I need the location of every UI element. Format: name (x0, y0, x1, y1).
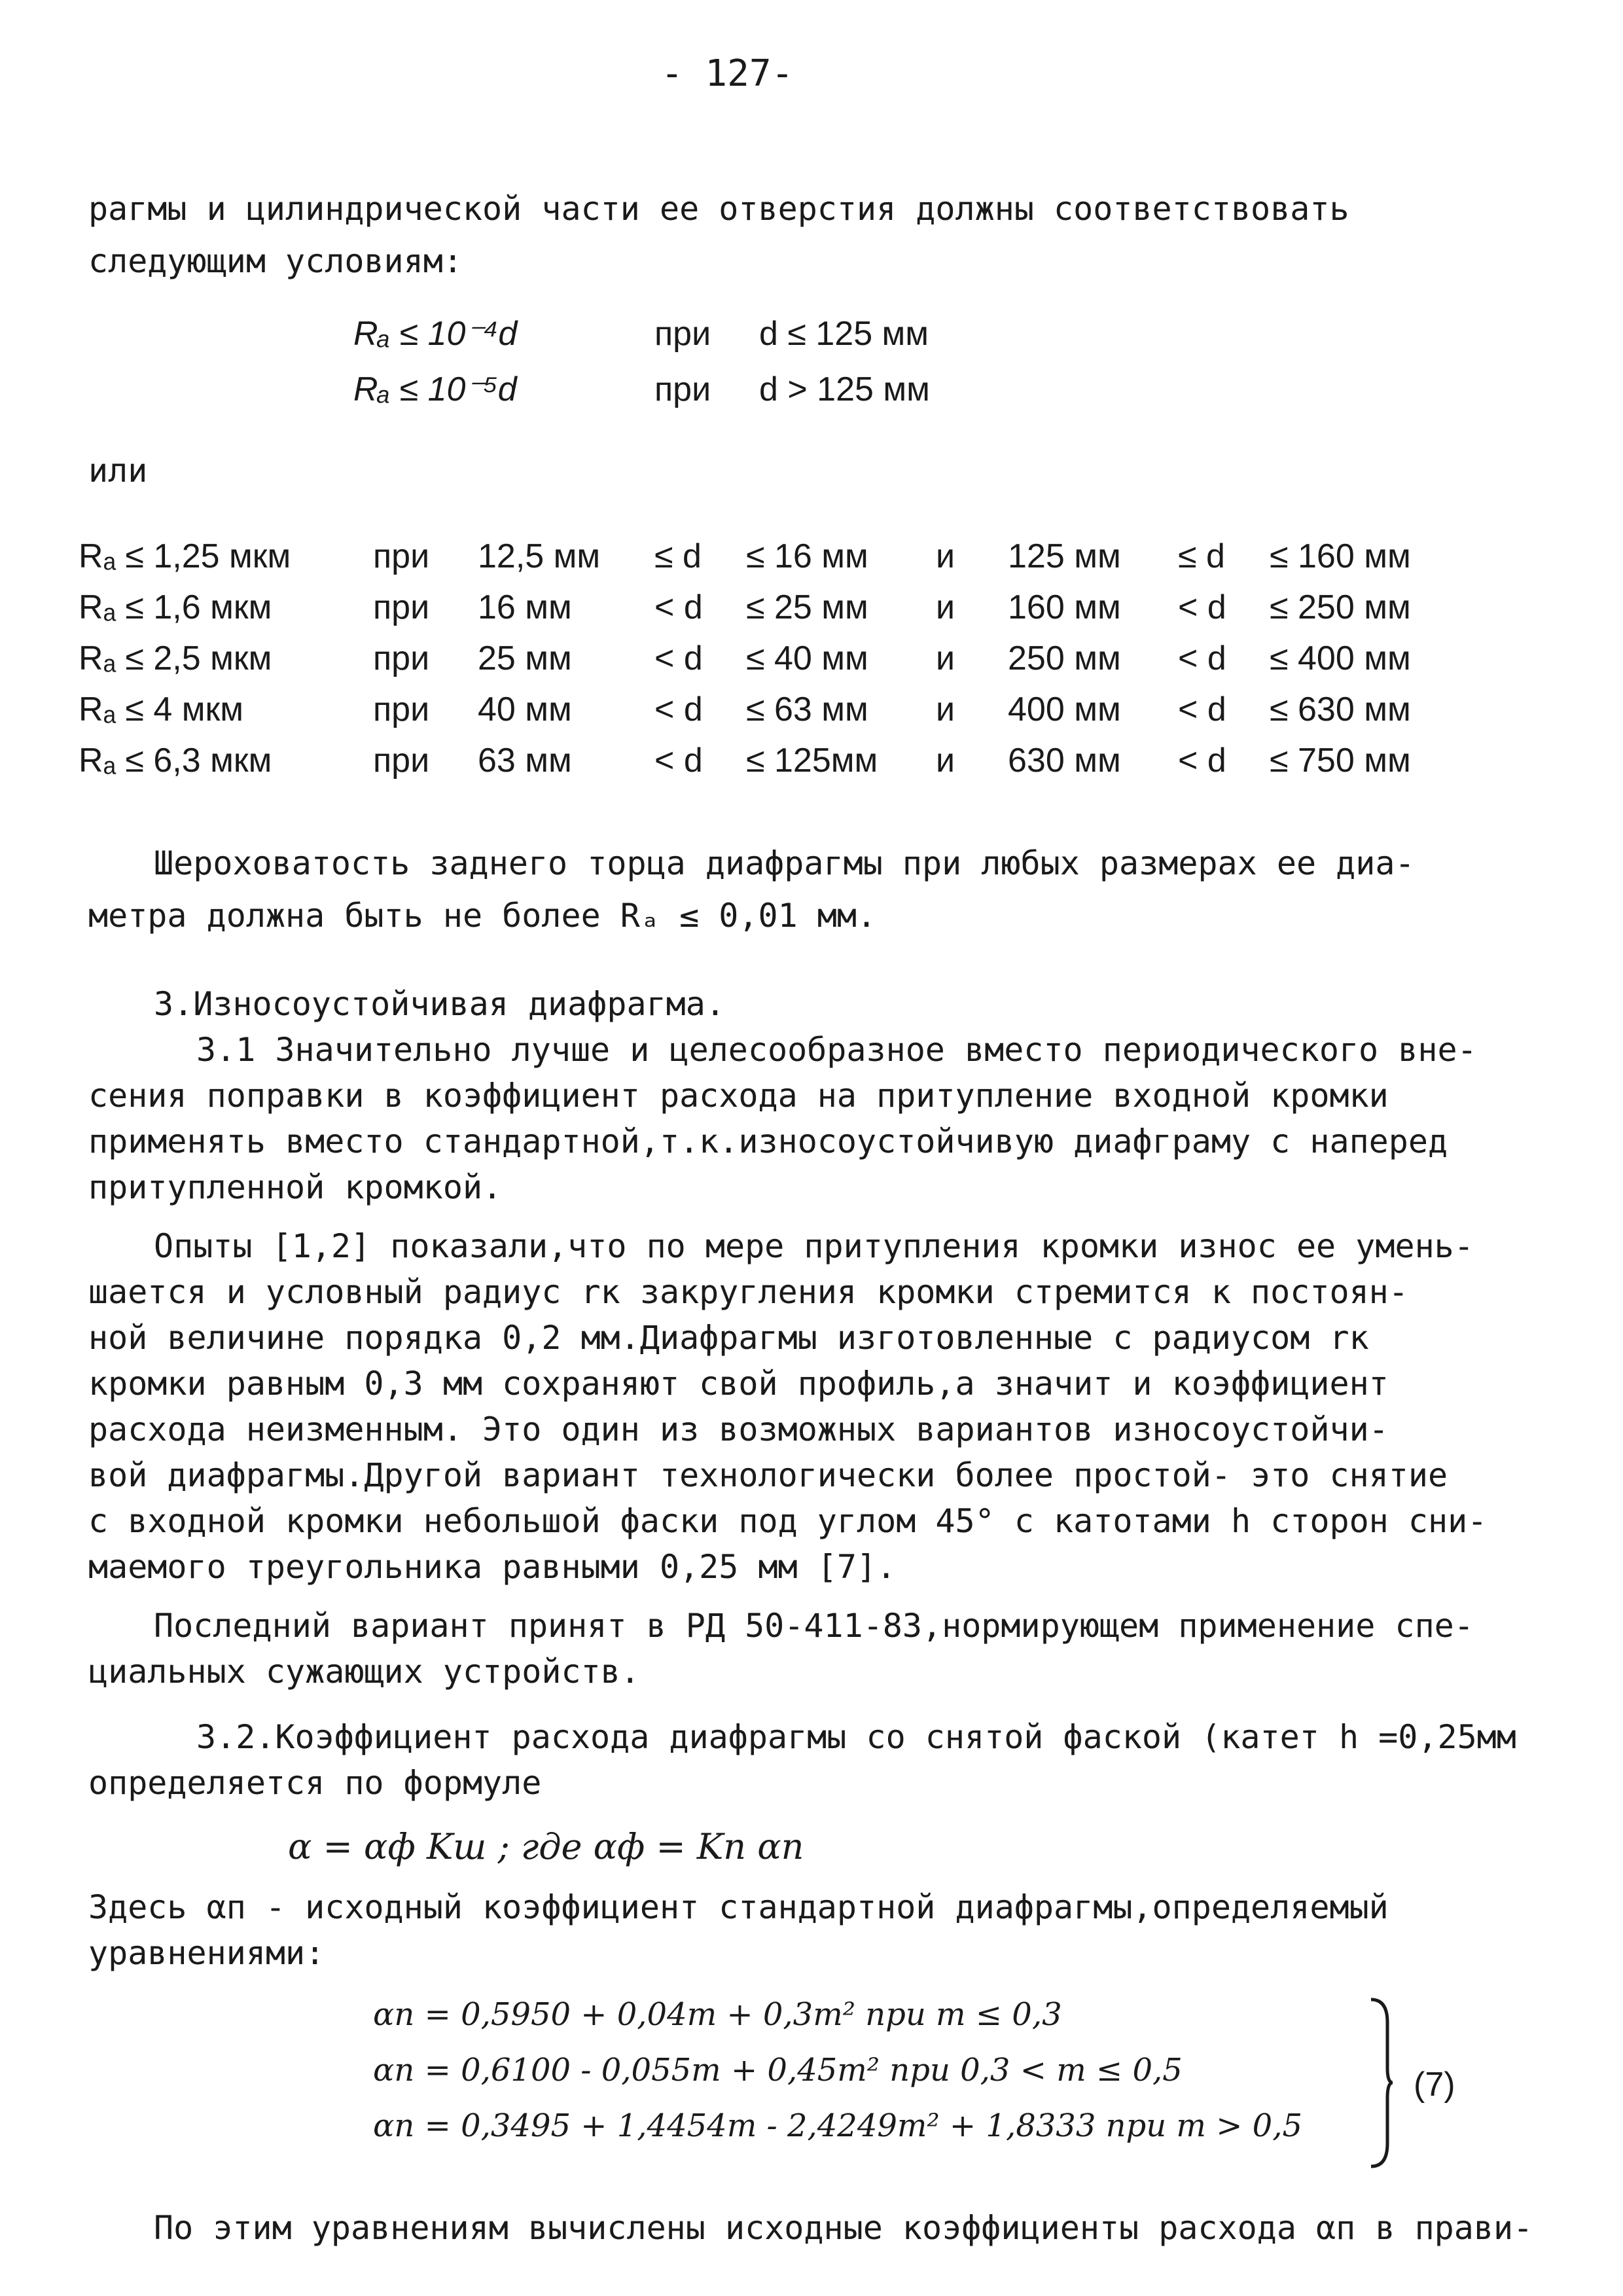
ra-value: Rₐ ≤ 1,6 мкм (79, 588, 272, 626)
d-lower-1: 40 мм (478, 691, 572, 728)
pri-label: при (373, 588, 430, 626)
experiments-line-8: маемого треугольника равными 0,25 мм [7]. (88, 1548, 897, 1586)
roughness-line-2: метра должна быть не более Rₐ ≤ 0,01 мм. (88, 897, 877, 935)
pri-label: при (373, 537, 430, 575)
p31-line-4: притупленной кромкой. (88, 1168, 503, 1206)
experiments-line-1: Опыты [1,2] показали,что по мере притупления кромки износ ее умень- (154, 1227, 1474, 1265)
op-2: < d (1178, 639, 1226, 677)
d-lower-2: 630 мм (1008, 742, 1121, 780)
p32-line-1: 3.2.Коэффициент расхода диафрагмы со снятой фаской (катет h =0,25мм (196, 1718, 1516, 1756)
and-label: и (936, 742, 955, 780)
d-lower-1: 63 мм (478, 742, 572, 780)
experiments-line-6: вой диафрагмы.Другой вариант технологически более простой- это снятие (88, 1456, 1448, 1494)
equation-number: (7) (1414, 2066, 1455, 2104)
condition-rhs-1: d ≤ 125 мм (759, 315, 929, 353)
op-2: < d (1178, 588, 1226, 626)
and-label: и (936, 639, 955, 677)
pri-label: при (373, 639, 430, 677)
d-upper-2: ≤ 250 мм (1270, 588, 1411, 626)
experiments-line-3: ной величине порядка 0,2 мм.Диафрагмы изготовленные с радиусом rк (88, 1319, 1369, 1357)
op-1: < d (654, 742, 703, 780)
ili-label: или (88, 452, 148, 490)
d-upper-1: ≤ 25 мм (746, 588, 868, 626)
ra-value: Rₐ ≤ 6,3 мкм (79, 742, 272, 780)
pri-label: при (373, 742, 430, 780)
op-2: < d (1178, 691, 1226, 728)
table-row (79, 639, 1584, 689)
d-upper-2: ≤ 400 мм (1270, 639, 1411, 677)
op-1: < d (654, 691, 703, 728)
condition-when-2: при (654, 370, 711, 408)
here-line-1: Здесь αп - исходный коэффициент стандартной диафрагмы,определяемый (88, 1888, 1389, 1926)
condition-lhs-2: Rₐ ≤ 10⁻⁵d (353, 370, 517, 408)
equation-2: αп = 0,6100 - 0,055m + 0,45m² при 0,3 < m ≤ 0,5 (373, 2052, 1183, 2089)
d-upper-1: ≤ 16 мм (746, 537, 868, 575)
op-2: < d (1178, 742, 1226, 780)
intro-line-1: рагмы и цилиндрической части ее отверстия должны соответствовать (88, 190, 1349, 228)
op-1: < d (654, 639, 703, 677)
op-1: ≤ d (654, 537, 702, 575)
and-label: и (936, 588, 955, 626)
d-lower-1: 25 мм (478, 639, 572, 677)
op-2: ≤ d (1178, 537, 1225, 575)
table-row (79, 741, 1584, 791)
d-upper-1: ≤ 125мм (746, 742, 878, 780)
d-upper-2: ≤ 160 мм (1270, 537, 1411, 575)
and-label: и (936, 537, 955, 575)
d-upper-2: ≤ 630 мм (1270, 691, 1411, 728)
final-line: По этим уравнениям вычислены исходные коэффициенты расхода αп в прави- (154, 2209, 1533, 2247)
experiments-line-4: кромки равным 0,3 мм сохраняют свой профиль,а значит и коэффициент (88, 1365, 1389, 1403)
last-variant-line-1: Последний вариант принят в РД 50-411-83,нормирующем применение спе- (154, 1607, 1474, 1645)
d-lower-2: 250 мм (1008, 639, 1121, 677)
condition-rhs-2: d > 125 мм (759, 370, 930, 408)
condition-when-1: при (654, 315, 711, 353)
experiments-line-5: расхода неизменным. Это один из возможных вариантов износоустойчи- (88, 1410, 1389, 1448)
ra-value: Rₐ ≤ 2,5 мкм (79, 639, 272, 677)
table-row (79, 537, 1584, 586)
ra-value: Rₐ ≤ 4 мкм (79, 691, 243, 728)
and-label: и (936, 691, 955, 728)
p32-line-2: определяется по формуле (88, 1764, 542, 1802)
p31-line-2: сения поправки в коэффициент расхода на притупление входной кромки (88, 1077, 1389, 1115)
experiments-line-2: шается и условный радиус rк закругления кромки стремится к постоян- (88, 1273, 1408, 1311)
page-number: - 127- (661, 52, 794, 95)
d-lower-1: 16 мм (478, 588, 572, 626)
experiments-line-7: с входной кромки небольшой фаски под углом 45° с катотами h сторон сни- (88, 1502, 1488, 1540)
section-3-heading: 3.Износоустойчивая диафрагма. (154, 985, 725, 1023)
roughness-line-1: Шероховатость заднего торца диафрагмы при любых размерах ее диа- (154, 844, 1415, 882)
right-brace-icon (1368, 1996, 1394, 2170)
condition-lhs-1: Rₐ ≤ 10⁻⁴d (353, 315, 518, 353)
p31-line-1: 3.1 Значительно лучше и целесообразное вместо периодического вне- (196, 1031, 1477, 1069)
ra-value: Rₐ ≤ 1,25 мкм (79, 537, 291, 575)
equation-3: αп = 0,3495 + 1,4454m - 2,4249m² + 1,8333 при m > 0,5 (373, 2108, 1303, 2144)
d-upper-2: ≤ 750 мм (1270, 742, 1411, 780)
equation-1: αп = 0,5950 + 0,04m + 0,3m² при m ≤ 0,3 (373, 1996, 1062, 2033)
p31-line-3: применять вместо стандартной,т.к.износоустойчивую диафграму с наперед (88, 1122, 1448, 1160)
op-1: < d (654, 588, 703, 626)
intro-line-2: следующим условиям: (88, 242, 463, 280)
d-lower-2: 400 мм (1008, 691, 1121, 728)
d-lower-2: 125 мм (1008, 537, 1121, 575)
d-upper-1: ≤ 40 мм (746, 639, 868, 677)
table-row (79, 690, 1584, 740)
main-formula: α = αф Kш ; где αф = Kп αп (288, 1826, 804, 1867)
here-line-2: уравнениями: (88, 1934, 325, 1972)
pri-label: при (373, 691, 430, 728)
last-variant-line-2: циальных сужающих устройств. (88, 1653, 640, 1691)
d-lower-2: 160 мм (1008, 588, 1121, 626)
d-lower-1: 12,5 мм (478, 537, 601, 575)
d-upper-1: ≤ 63 мм (746, 691, 868, 728)
table-row (79, 588, 1584, 637)
